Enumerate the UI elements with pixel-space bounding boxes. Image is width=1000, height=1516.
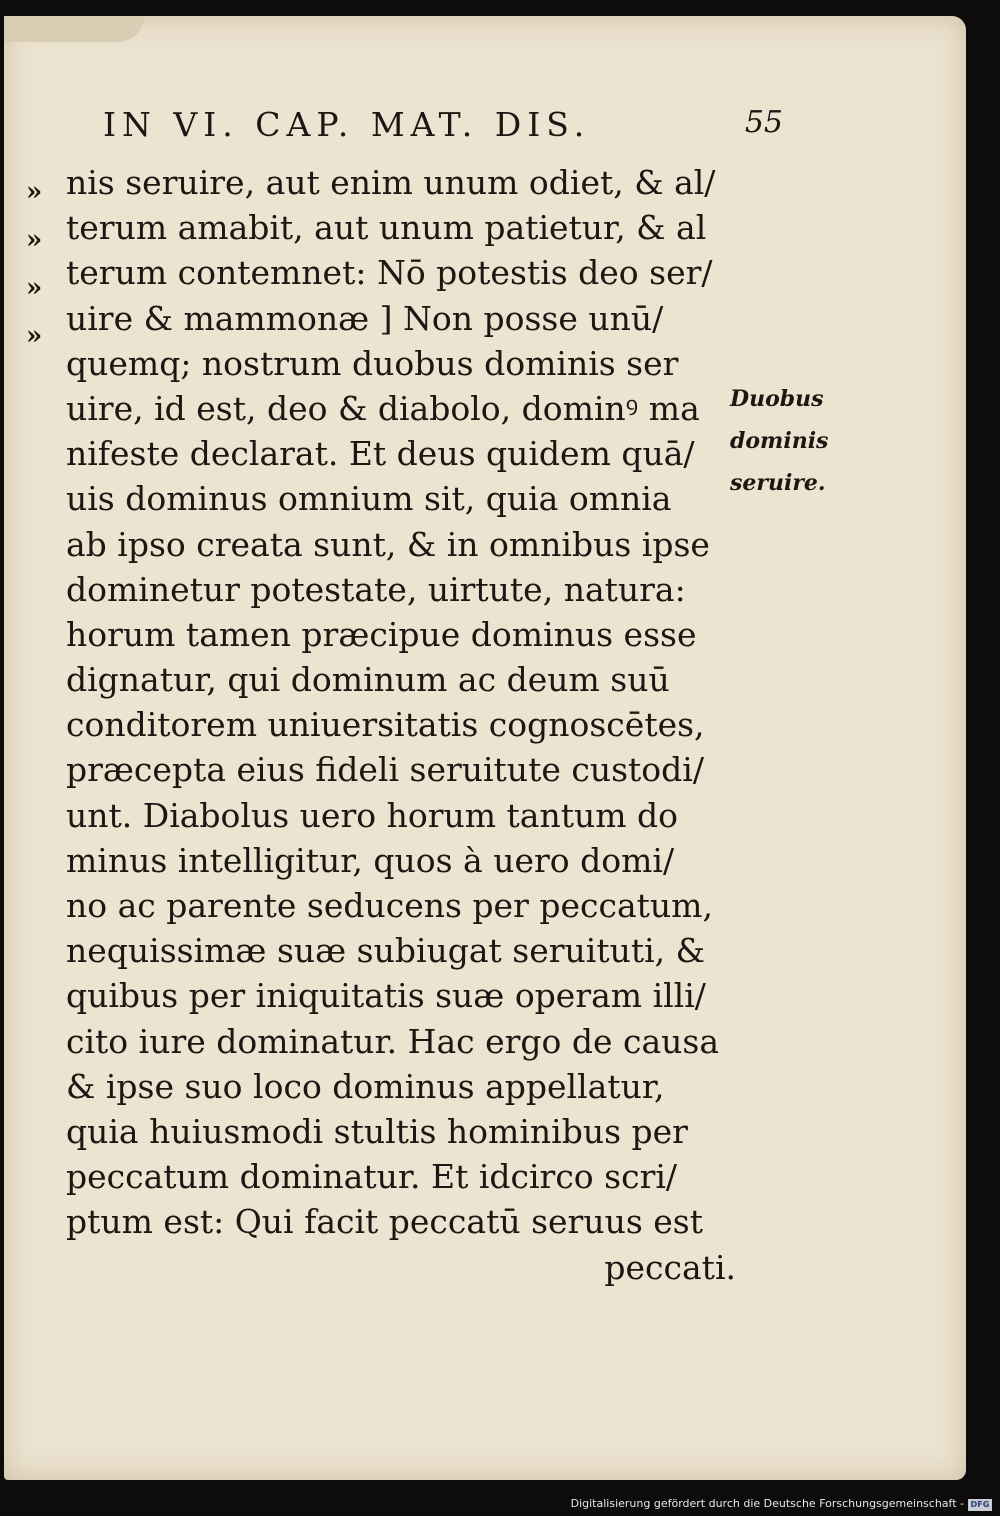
- text-line: dominetur potestate, uirtute, natura:: [66, 569, 686, 609]
- marginal-note-line: Duobus: [730, 386, 824, 412]
- text-line: unt. Diabolus uero horum tantum do: [66, 795, 678, 835]
- marginal-note-line: seruire.: [730, 470, 826, 496]
- quote-mark: »: [26, 225, 43, 255]
- text-line: præcepta eius fideli seruitute custodi/: [66, 750, 704, 790]
- quote-mark: »: [26, 321, 43, 351]
- text-line: horum tamen præcipue dominus esse: [66, 614, 697, 654]
- running-head: IN VI. CAP. MAT. DIS.: [103, 105, 591, 144]
- body-text: [66, 160, 746, 1290]
- marginal-note: [730, 378, 860, 504]
- text-line: uis dominus omnium sit, quia omnia: [66, 479, 672, 519]
- text-line: conditorem uniuersitatis cognoscētes,: [66, 705, 705, 745]
- catchword-line: peccati.: [604, 1247, 736, 1287]
- text-line: ab ipso creata sunt, & in omnibus ipse: [66, 524, 710, 564]
- page-corner: [4, 16, 144, 42]
- quotation-marks: [26, 168, 66, 360]
- text-line: uire & mammonæ ] Non posse unū/: [66, 298, 664, 338]
- page-header: [103, 105, 783, 155]
- text-line: nequissimæ suæ subiugat seruituti, &: [66, 931, 706, 971]
- text-line: nis seruire, aut enim unum odiet, & al/: [66, 163, 716, 202]
- quote-mark: »: [26, 177, 43, 207]
- digitization-credit: Digitalisierung gefördert durch die Deutsche Forschungsgemeinschaft -: [570, 1497, 964, 1510]
- text-line: quibus per iniquitatis suæ operam illi/: [66, 976, 706, 1016]
- text-line: terum amabit, aut unum patietur, & al: [66, 208, 707, 248]
- page-number: 55: [744, 105, 783, 140]
- text-line: dignatur, qui dominum ac deum suū: [66, 660, 670, 700]
- text-line: cito iure dominatur. Hac ergo de causa: [66, 1021, 720, 1061]
- text-line: uire, id est, deo & diabolo, dominꝰ ma: [66, 388, 700, 428]
- text-line: quemq; nostrum duobus dominis ser: [66, 343, 679, 383]
- text-line: no ac parente seducens per peccatum,: [66, 886, 713, 925]
- dfg-logo-icon: DFG: [968, 1499, 992, 1511]
- text-line: nifeste declarat. Et deus quidem quā/: [66, 434, 695, 474]
- text-line: ptum est: Qui facit peccatū seruus est: [66, 1202, 703, 1242]
- text-line: peccatum dominatur. Et idcirco scri/: [66, 1157, 678, 1197]
- text-line: minus intelligitur, quos à uero domi/: [66, 840, 675, 880]
- text-line: & ipse suo loco dominus appellatur,: [66, 1066, 665, 1106]
- text-line: terum contemnet: Nō potestis deo ser/: [66, 253, 713, 293]
- text-line: quia huiusmodi stultis hominibus per: [66, 1111, 688, 1151]
- marginal-note-line: dominis: [730, 428, 829, 454]
- quote-mark: »: [26, 273, 43, 303]
